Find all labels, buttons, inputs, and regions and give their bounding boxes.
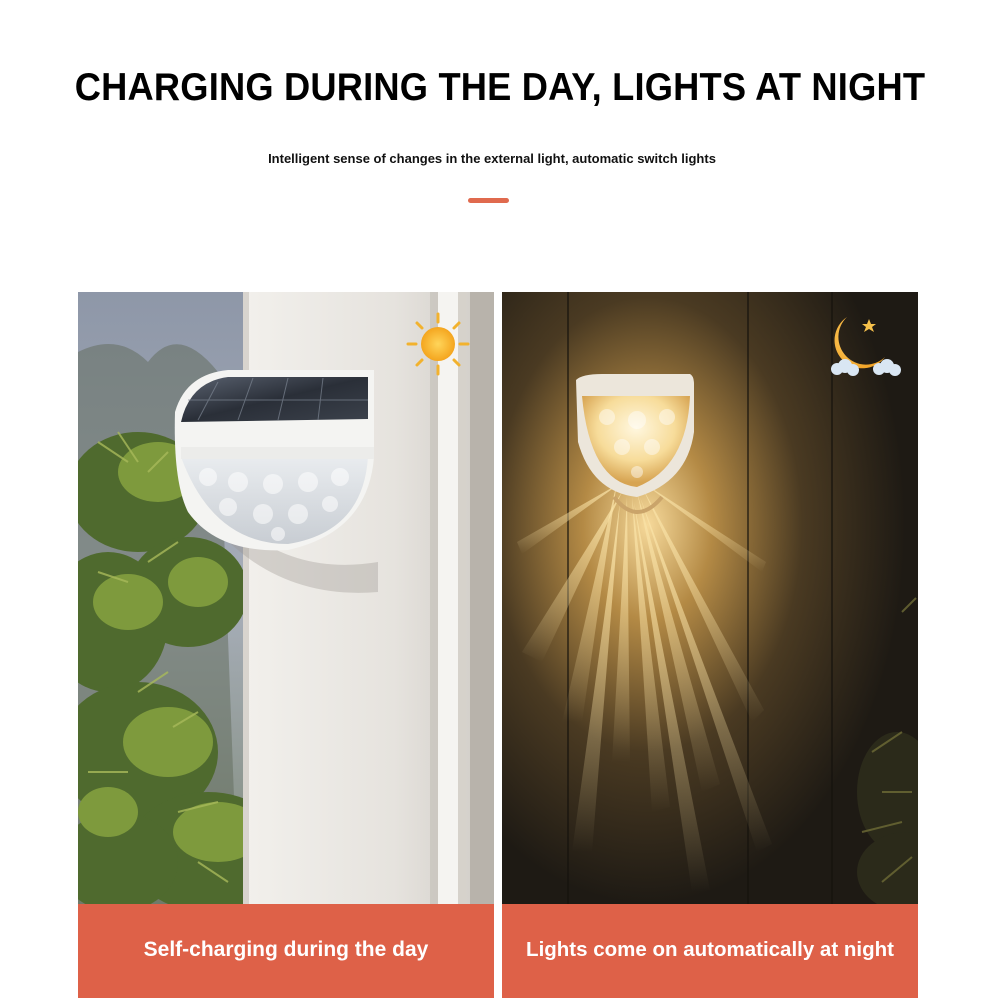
sun-icon	[408, 314, 468, 374]
night-caption: Lights come on automatically at night	[526, 938, 894, 961]
night-panel	[502, 292, 918, 998]
headline: CHARGING DURING THE DAY, LIGHTS AT NIGHT	[74, 66, 926, 109]
subheadline: Intelligent sense of changes in the external light, automatic switch lights	[268, 151, 716, 166]
day-panel	[78, 292, 494, 998]
accent-divider	[468, 198, 509, 203]
night-photo	[502, 292, 918, 904]
day-caption: Self-charging during the day	[143, 938, 429, 961]
day-photo	[78, 292, 494, 904]
